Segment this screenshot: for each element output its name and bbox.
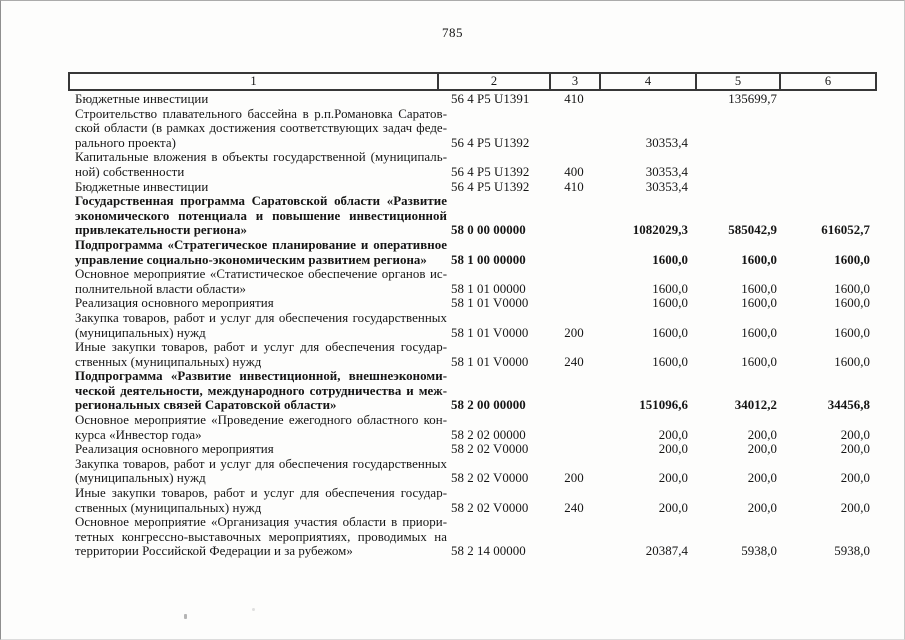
row-amount-col4: 200,0	[658, 500, 688, 515]
table-row	[68, 442, 877, 457]
row-name: Основное мероприятие «Проведение ежегодного областного конкурса «Инвестор года»	[75, 413, 447, 442]
column-header-6: 6	[824, 74, 832, 89]
row-target-code: 58 1 01 V0000	[451, 296, 529, 311]
table-row	[68, 92, 877, 107]
row-name: Бюджетные инвестиции	[75, 179, 209, 194]
table-row	[68, 413, 877, 442]
row-amount-col5: 1600,0	[741, 296, 777, 311]
row-amount-col6: 1600,0	[834, 325, 870, 340]
column-header-3: 3	[551, 74, 601, 89]
row-amount-col6: 200,0	[840, 427, 870, 442]
row-amount-col5: 200,0	[747, 427, 777, 442]
row-amount-col5: 1600,0	[741, 325, 777, 340]
row-amount-col4: 200,0	[658, 442, 688, 457]
row-amount-col4: 200,0	[658, 427, 688, 442]
row-target-code: 58 1 00 00000	[451, 252, 526, 267]
row-name: Бюджетные инвестиции	[75, 92, 209, 106]
row-target-code: 58 2 02 V0000	[451, 500, 529, 515]
row-name: Иные закупки товаров, работ и услуг для обеспечения государственных (муниципальных) нужд	[75, 340, 447, 369]
table-row	[68, 180, 877, 195]
row-target-code: 58 1 01 V0000	[451, 325, 529, 340]
row-expense-kind: 400	[564, 164, 584, 179]
row-name: Основное мероприятие «Статистическое обеспечение органов исполнительной власти области»	[75, 267, 447, 296]
row-target-code: 58 0 00 00000	[451, 223, 526, 238]
row-amount-col6: 1600,0	[834, 252, 870, 267]
table-row	[68, 267, 877, 296]
row-target-code: 58 2 00 00000	[451, 398, 526, 413]
row-target-code: 56 4 P5 U1392	[451, 179, 530, 194]
row-expense-kind: 410	[564, 179, 584, 194]
row-expense-kind: 200	[564, 325, 584, 340]
row-amount-col5: 1600,0	[741, 281, 777, 296]
budget-table	[68, 72, 877, 559]
row-target-code: 58 1 01 00000	[451, 281, 526, 296]
table-row	[68, 311, 877, 340]
row-amount-col6: 1600,0	[834, 281, 870, 296]
row-amount-col4: 30353,4	[645, 164, 688, 179]
row-amount-col6: 34456,8	[827, 398, 870, 413]
table-row	[68, 296, 877, 311]
column-header-5: 5	[697, 74, 781, 89]
row-target-code: 58 2 02 V0000	[451, 471, 529, 486]
table-row	[68, 340, 877, 369]
row-name: Основное мероприятие «Организация участия области в приоритетных конгрессно-выставочных мероприятиях, проводимых на территории Российской Федерации и за рубежом»	[75, 515, 447, 559]
row-name: Реализация основного мероприятия	[75, 296, 274, 311]
row-target-code: 58 2 02 V0000	[451, 442, 529, 457]
row-amount-col4: 1082029,3	[632, 223, 688, 238]
row-name: Подпрограмма «Развитие инвестиционной, внешнеэкономической деятельности, международного сотрудничества и межрегиональных связей Саратовской области»	[75, 369, 447, 413]
table-body	[68, 92, 877, 559]
row-target-code: 58 2 14 00000	[451, 544, 526, 559]
row-amount-col5: 585042,9	[728, 223, 777, 238]
table-row	[68, 515, 877, 559]
row-amount-col4: 1600,0	[652, 281, 688, 296]
table-row	[68, 107, 877, 151]
row-name: Закупка товаров, работ и услуг для обеспечения государственных (муниципальных) нужд	[75, 310, 447, 340]
row-name: Закупка товаров, работ и услуг для обеспечения государственных (муниципальных) нужд	[75, 456, 447, 486]
table-header-row	[68, 72, 877, 91]
row-amount-col4: 30353,4	[645, 179, 688, 194]
row-target-code: 56 4 P5 U1392	[451, 135, 530, 150]
row-amount-col4: 20387,4	[645, 544, 688, 559]
row-name: Реализация основного мероприятия	[75, 442, 274, 457]
row-amount-col6: 5938,0	[834, 544, 870, 559]
row-target-code: 58 1 01 V0000	[451, 354, 529, 369]
row-amount-col5: 1600,0	[741, 354, 777, 369]
row-name: Подпрограмма «Стратегическое планирование и оперативное управление социально-экономическим развитием региона»	[75, 237, 447, 267]
row-expense-kind: 240	[564, 500, 584, 515]
row-amount-col4: 151096,6	[639, 398, 688, 413]
row-amount-col5: 34012,2	[734, 398, 777, 413]
row-amount-col4: 1600,0	[652, 296, 688, 311]
row-amount-col6: 1600,0	[834, 354, 870, 369]
scan-artifact	[184, 614, 187, 619]
row-amount-col5: 200,0	[747, 471, 777, 486]
row-expense-kind: 410	[564, 92, 584, 106]
row-name: Строительство плавательного бассейна в р.п.Романовка Саратовской области (в рамках достижения соответствующих задач федерального проекта)	[75, 106, 447, 150]
column-header-1: 1	[70, 74, 439, 89]
column-header-2: 2	[439, 74, 551, 89]
table-row	[68, 150, 877, 179]
row-amount-col6: 200,0	[840, 500, 870, 515]
row-amount-col6: 200,0	[840, 471, 870, 486]
row-amount-col4: 1600,0	[652, 354, 688, 369]
row-name: Иные закупки товаров, работ и услуг для обеспечения государственных (муниципальных) нужд	[75, 486, 447, 515]
row-amount-col6: 1600,0	[834, 296, 870, 311]
row-amount-col6: 616052,7	[821, 223, 870, 238]
column-header-4: 4	[601, 74, 697, 89]
table-row	[68, 486, 877, 515]
row-expense-kind: 240	[564, 354, 584, 369]
table-row	[68, 194, 877, 238]
row-target-code: 56 4 P5 U1391	[451, 92, 530, 106]
row-amount-col4: 1600,0	[652, 325, 688, 340]
row-expense-kind: 200	[564, 471, 584, 486]
row-name: Государственная программа Саратовской области «Развитие экономического потенциала и повышение инвестиционной привлекательности региона»	[75, 194, 447, 238]
table-row	[68, 457, 877, 486]
table-row	[68, 369, 877, 413]
page-number: 785	[442, 25, 463, 40]
scan-artifact	[252, 608, 255, 611]
row-amount-col5: 200,0	[747, 442, 777, 457]
row-target-code: 58 2 02 00000	[451, 427, 526, 442]
row-amount-col5: 1600,0	[741, 252, 777, 267]
table-row	[68, 238, 877, 267]
row-amount-col4: 200,0	[658, 471, 688, 486]
row-name: Капитальные вложения в объекты государственной (муниципальной) собственности	[75, 150, 447, 179]
row-amount-col4: 30353,4	[645, 135, 688, 150]
row-amount-col5: 5938,0	[741, 544, 777, 559]
row-amount-col6: 200,0	[840, 442, 870, 457]
row-amount-col5: 200,0	[747, 500, 777, 515]
row-target-code: 56 4 P5 U1392	[451, 164, 530, 179]
row-amount-col5: 135699,7	[728, 92, 777, 106]
row-amount-col4: 1600,0	[652, 252, 688, 267]
